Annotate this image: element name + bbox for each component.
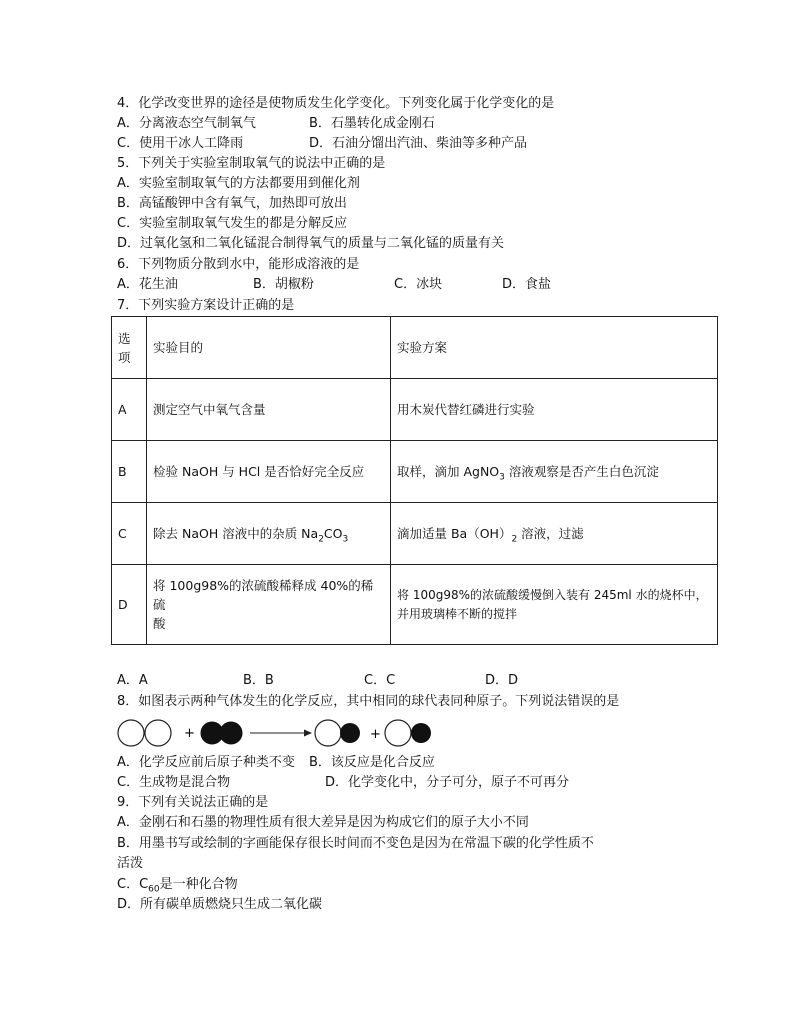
q8-option-b: B．该反应是化合反应 (309, 755, 435, 770)
q6-option-d: D．食盐 (502, 277, 552, 292)
row-d-option: D (112, 565, 147, 645)
row-b-plan (391, 441, 718, 503)
q8-stem: 8．如图表示两种气体发生的化学反应，其中相同的球代表同种原子。下列说法错误的是 (117, 694, 620, 709)
q7-table (111, 316, 718, 645)
q5-option-b: B．高锰酸钾中含有氧气，加热即可放出 (117, 196, 347, 211)
molecule-white-white (118, 720, 171, 746)
row-a-plan: 用木炭代替红磷进行实验 (391, 379, 718, 441)
q6-option-b: B．胡椒粉 (253, 277, 314, 292)
q4-option-d: D．石油分馏出汽油、柴油等多种产品 (309, 136, 528, 151)
q9-option-c-sub: 60 (148, 884, 160, 895)
table-header-row (112, 317, 718, 379)
q7-stem: 7．下列实验方案设计正确的是 (117, 298, 295, 313)
row-c-plan-pre: 滴加适量 Ba（OH） (397, 526, 512, 541)
molecule-white-black (385, 720, 431, 746)
row-b-plan-post: 溶液观察是否产生白色沉淀 (504, 464, 659, 479)
q7-option-a: A．A (117, 673, 148, 688)
row-b-purpose: 检验 NaOH 与 HCl 是否恰好完全反应 (147, 441, 391, 503)
q8-option-c: C．生成物是混合物 (117, 775, 231, 790)
q4-option-a: A．分离液态空气制氧气 (117, 116, 256, 131)
row-d-plan-l2: 并用玻璃棒不断的搅拌 (397, 606, 518, 621)
row-d-plan (391, 565, 718, 645)
q7-option-c: C．C (364, 673, 396, 688)
q9-option-c-post: 是一种化合物 (159, 877, 238, 892)
row-a-option: A (112, 379, 147, 441)
q9-option-c-pre: C．C (117, 877, 149, 892)
row-c-purpose-sub2: 3 (342, 534, 349, 545)
q9-option-a: A．金刚石和石墨的物理性质有很大差异是因为构成它们的原子大小不同 (117, 815, 529, 830)
row-c-plan-post: 溶液，过滤 (517, 526, 584, 541)
row-d-plan-l1: 将 100g98%的浓硫酸缓慢倒入装有 245ml 水的烧杯中， (397, 587, 708, 602)
q5-option-d: D．过氧化氢和二氧化锰混合制得氧气的质量与二氧化锰的质量有关 (117, 236, 505, 251)
row-c-plan-sub: 2 (511, 534, 518, 545)
q6-stem: 6．下列物质分散到水中，能形成溶液的是 (117, 257, 360, 272)
row-b-option: B (112, 441, 147, 503)
molecule-black-black (201, 722, 242, 744)
q7-option-d: D．D (485, 673, 519, 688)
q8-option-d: D．化学变化中，分子可分，原子不可再分 (325, 775, 570, 790)
row-c-purpose-mid: CO (323, 526, 343, 541)
q8-option-a: A．化学反应前后原子种类不变 (117, 755, 295, 770)
reaction-diagram (116, 716, 446, 750)
row-c-purpose-pre: 除去 NaOH 溶液中的杂质 Na (153, 526, 319, 541)
q9-option-b-line1: B．用墨书写或绘制的字画能保存很长时间而不变色是因为在常温下碳的化学性质不 (117, 836, 594, 851)
row-c-purpose-sub1: 2 (318, 534, 324, 545)
header-plan-cell: 实验方案 (391, 317, 718, 379)
q9-option-b-line2: 活泼 (117, 856, 144, 871)
q5-option-a: A．实验室制取氧气的方法都要用到催化剂 (117, 176, 360, 191)
q4-option-c: C．使用干冰人工降雨 (117, 136, 244, 151)
q7-option-b: B．B (243, 673, 274, 688)
row-b-plan-sub: 3 (499, 472, 505, 483)
row-d-purpose-l1: 将 100g98%的浓硫酸稀释成 40%的稀硫 (153, 578, 374, 612)
row-d-purpose-l2: 酸 (153, 616, 166, 631)
header-option-l1: 选 (118, 330, 131, 346)
q6-option-c: C．冰块 (394, 277, 443, 292)
row-b-plan-pre: 取样，滴加 AgNO (397, 464, 500, 479)
table-row (112, 565, 718, 645)
reaction-arrow (250, 730, 312, 737)
row-d-purpose (147, 565, 391, 645)
row-c-option: C (112, 503, 147, 565)
table-row (112, 503, 718, 565)
row-a-purpose: 测定空气中氧气含量 (147, 379, 391, 441)
q9-option-c (117, 875, 238, 895)
q9-option-d: D．所有碳单质燃烧只生成二氧化碳 (117, 897, 323, 912)
row-c-plan (391, 503, 718, 565)
row-c-purpose (147, 503, 391, 565)
plus-sign: + (370, 727, 381, 742)
header-option-l2: 项 (118, 349, 131, 365)
header-purpose-cell: 实验目的 (147, 317, 391, 379)
q6-option-a: A．花生油 (117, 277, 178, 292)
q4-option-b: B．石墨转化成金刚石 (309, 116, 435, 131)
table-row (112, 441, 718, 503)
q5-stem: 5．下列关于实验室制取氧气的说法中正确的是 (117, 156, 386, 171)
q4-stem: 4．化学改变世界的途径是使物质发生化学变化。下列变化属于化学变化的是 (117, 96, 555, 111)
molecule-white-black (315, 720, 360, 746)
plus-sign: + (184, 726, 195, 741)
table-row (112, 379, 718, 441)
q5-option-c: C．实验室制取氧气发生的都是分解反应 (117, 216, 348, 231)
q9-stem: 9．下列有关说法正确的是 (117, 795, 269, 810)
header-option-cell (112, 317, 147, 379)
